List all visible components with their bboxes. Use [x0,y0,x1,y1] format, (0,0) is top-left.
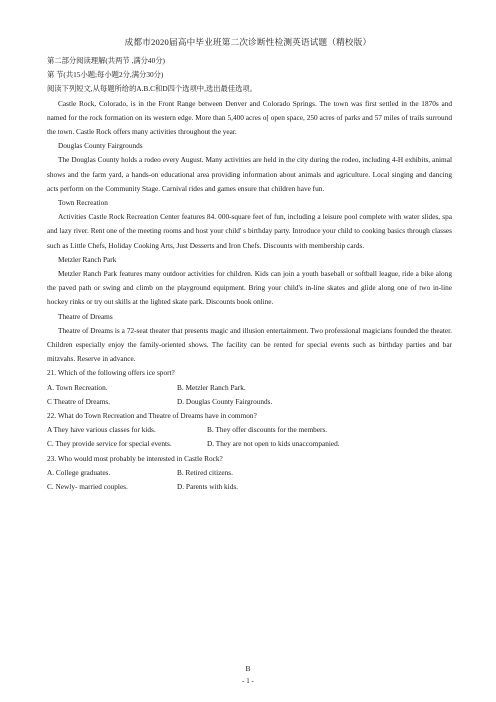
question-options-row [47,381,452,395]
passage-paragraph-ranch-park: Metzler Ranch Park features many outdoor activities for children. Kids can join a youth baseball or softball league, ride a bike along the paved path or swing and climb on the playground equipment. Bring your child's in-line skates and glide along one of two in-line hockey rinks or try out skills at the lighted skate park. Discounts book online. [47,269,452,307]
passage-paragraph-theatre: Theatre of Dreams is a 72-seat theater that presents magic and illusion entertainment. Two professional magicians founded the theater. Children especially enjoy the family-oriented shows. The facility can be rented for special events such as birthday parties and bar mitzvahs. Reserve in advance. [47,325,452,364]
page-number: - 1 - [242,677,254,685]
instruction-text: 阅读下列短文,从每题所给的A.B.C和D四个选项中,选出最佳选项。 [47,84,257,94]
passage-paragraph-fairgrounds: The Douglas County holds a rodeo every August. Many activities are held in the city during the rodeo, including 4-H exhibits, animal shows and the farm yard, a hands-on educational area providing information about animals and agriculture. Local singing and dancing acts perform on the Community Stage. Carnival rides and games ensure that children have fun. [47,155,452,193]
document-title: 成都市2020届高中毕业班第二次诊断性检测英语试题（精校版） [124,37,372,47]
option-c: C. Newly- married couples. [47,482,128,492]
question-options-row [47,395,452,409]
question-options-row [47,437,452,451]
option-b: B. Retired citizens. [177,467,233,477]
question-options-row [47,423,452,437]
question-stem: 22. What do Town Recreation and Theatre of Dreams have in common? [47,411,257,421]
option-b: B. Metzler Ranch Park. [177,382,246,392]
option-a: A. Town Recreation. [47,382,108,392]
section-heading: 第二部分阅读理解(共两节 ,满分40分) [47,56,165,65]
option-c: C. They provide service for special events. [47,439,172,449]
option-c: C Theatre of Dreams. [47,396,111,406]
question-stem: 21. Which of the following offers ice sport? [47,368,175,378]
option-a: A. College graduates. [47,467,111,477]
question-stem: 23. Who would most probably be interested in Castle Rock? [47,453,223,463]
footer-mark: B [245,664,251,673]
subsection-heading: 第 节(共15小题;每小题2分,满分30分) [47,70,164,80]
passage-intro: Castle Rock, Colorado, is in the Front Range between Denver and Colorado Springs. The town was first settled in the 1870s and named for the rock formation on its western edge. More than 5,400 acres o[ open space, 250 acres of parks and 57 miles of trails surround the town. Castle Rock offers many activities throughout the year. [47,98,452,137]
passage-heading-ranch-park: Metzler Ranch Park [58,254,117,264]
passage-heading-theatre: Theatre of Dreams [58,311,113,321]
option-d: D. Douglas County Fairgrounds. [177,396,273,406]
passage-heading-recreation: Town Recreation [58,198,108,208]
option-d: D. They are not open to kids unaccompanied. [207,439,340,449]
question-options-row [47,466,452,480]
option-d: D. Parents with kids. [177,482,239,492]
option-a: A They have various classes for kids. [47,425,156,435]
option-b: B. They offer discounts for the members. [207,425,328,435]
document-body [47,54,452,494]
question-options-row [47,480,452,494]
passage-paragraph-recreation: Activities Castle Rock Recreation Center features 84. 000-square feet of fun, including a leisure pool complete with water slides, spa and lazy river. Rent one of the meeting rooms and host your child' s birthday party. Introduce your child to cooking basics through classes such as Little Chefs, Holiday Cooking Arts, Just Desserts and Iron Chefs. Discounts with membership cards. [47,212,452,250]
passage-heading-fairgrounds: Douglas County Fairgrounds [58,141,143,151]
